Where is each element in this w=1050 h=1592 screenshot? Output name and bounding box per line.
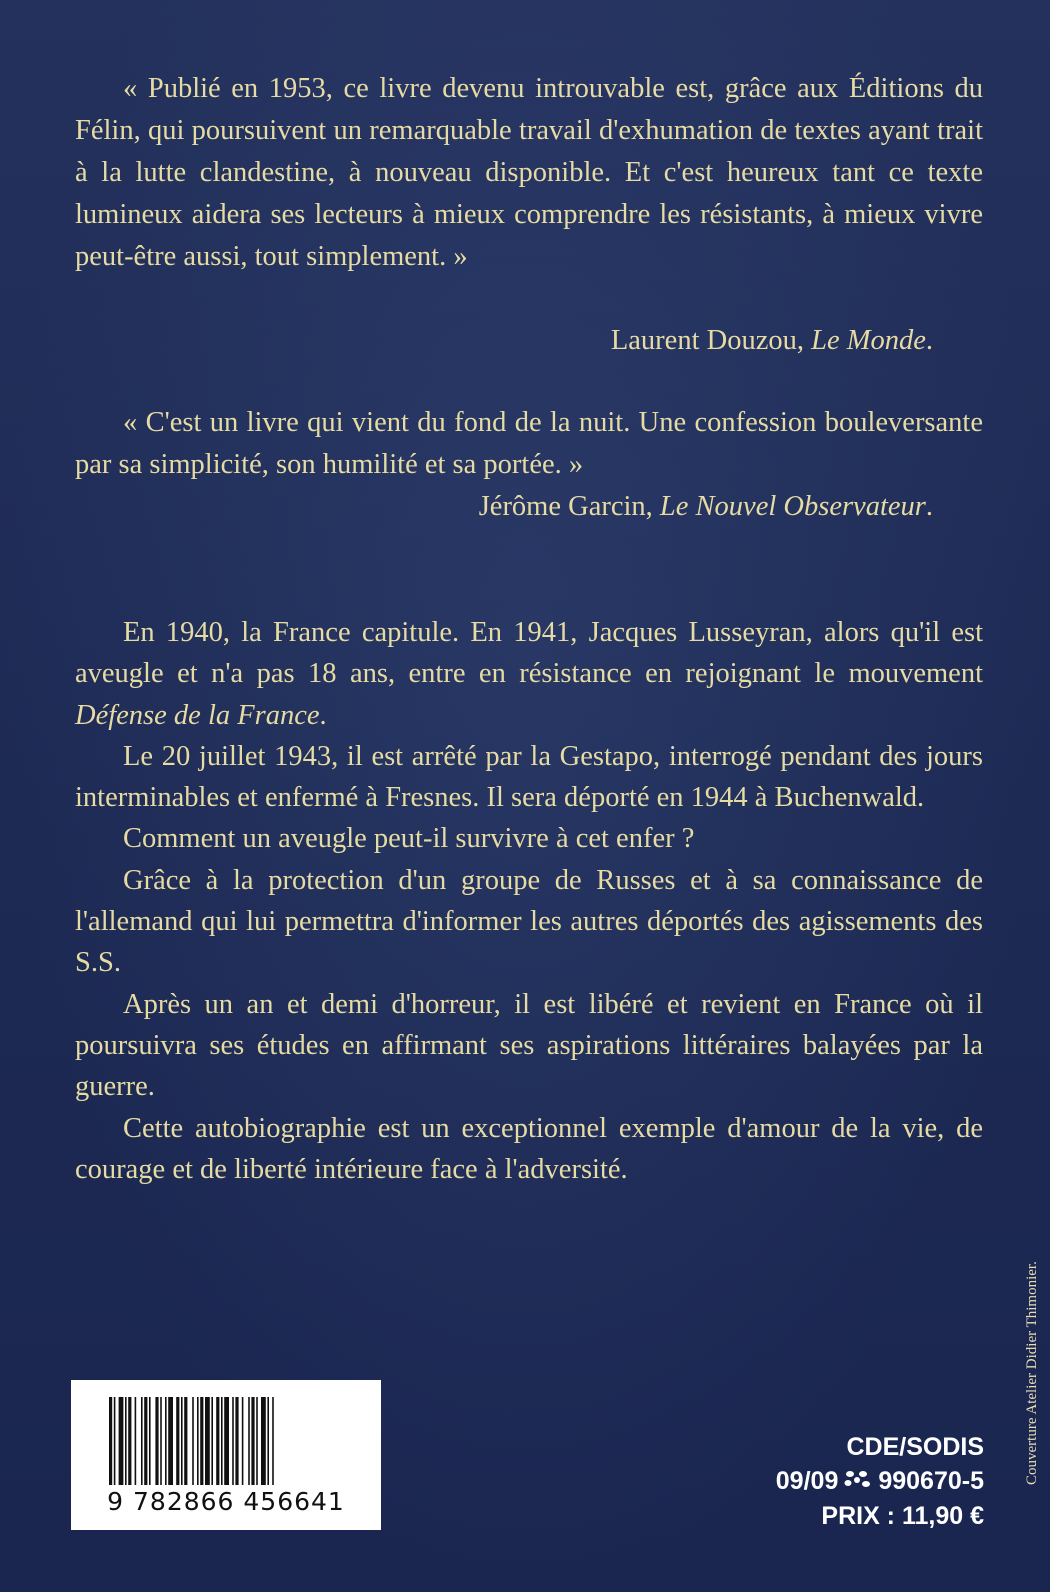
book-description	[75, 612, 983, 1190]
barcode-bar	[205, 1397, 210, 1485]
review-quote-2-period: .	[925, 491, 933, 522]
barcode-bar	[181, 1397, 183, 1485]
barcode-bar	[261, 1397, 266, 1485]
product-code: 990670-5	[878, 1467, 984, 1495]
barcode-bar	[144, 1397, 147, 1485]
barcode-bar	[165, 1397, 167, 1485]
isbn-number: 9 782866 456641	[107, 1487, 345, 1516]
barcode-bar	[197, 1397, 199, 1485]
barcode-bar	[141, 1397, 143, 1485]
code-line	[776, 1464, 984, 1499]
review-quote-2-author: Jérôme Garcin,	[478, 491, 653, 522]
review-quote-1	[75, 68, 983, 278]
barcode-bar	[114, 1397, 116, 1485]
description-paragraph-1	[75, 612, 983, 736]
barcode-bar	[256, 1397, 258, 1485]
publisher-cat-logo-icon	[842, 1465, 872, 1499]
barcode-bar	[211, 1397, 213, 1485]
review-quote-2-source: Le Nouvel Observateur	[659, 491, 926, 522]
cover-credit	[1002, 1145, 1040, 1485]
barcode-bar	[235, 1397, 238, 1485]
price-line: PRIX : 11,90 €	[821, 1502, 984, 1531]
edition-date: 09/09	[775, 1467, 839, 1495]
description-paragraph-3: Comment un aveugle peut-il survivre à cet enfer ?	[123, 823, 695, 855]
barcode-bar	[251, 1397, 254, 1485]
barcode-bar	[160, 1397, 162, 1485]
barcode-bar	[155, 1397, 158, 1485]
barcode-bars	[109, 1397, 343, 1485]
barcode-bar	[221, 1397, 223, 1485]
description-paragraph-4: Grâce à la protection d'un groupe de Russes et à sa connaissance de l'allemand qui lui permettra d'informer les autres déportés des agissements des S.S.	[75, 864, 983, 979]
barcode-bar	[224, 1397, 229, 1485]
paragraph-1-end: .	[319, 699, 327, 731]
barcode-bar	[149, 1397, 151, 1485]
distributor-line: CDE/SODIS	[846, 1433, 984, 1461]
barcode-bar	[176, 1397, 179, 1485]
description-paragraph-2: Le 20 juillet 1943, il est arrêté par la Gestapo, interrogé pendant des jours interminables et enfermé à Fresnes. Il sera déporté en 1944 à Buchenwald.	[75, 740, 983, 814]
barcode-bar	[109, 1397, 112, 1485]
barcode-bar	[242, 1397, 244, 1485]
barcode-bar	[232, 1397, 234, 1485]
barcode-bar	[267, 1397, 269, 1485]
description-paragraph-5: Après un an et demi d'horreur, il est libéré et revient en France où il poursuivra ses études en affirmant ses aspirations littéraires balayées par la guerre.	[75, 988, 983, 1103]
distribution-info	[776, 1430, 984, 1533]
review-quote-1-text: « Publié en 1953, ce livre devenu introuvable est, grâce aux Éditions du Félin, qui poursuivent un remarquable travail d'exhumation de textes ayant trait à la lutte clandestine, à nouveau disponible. Et c'est heureux tant ce texte lumineux aidera ses lecteurs à mieux comprendre les résistants, à mieux vivre peut-être aussi, tout simplement. »	[75, 73, 983, 272]
barcode-bar	[192, 1397, 194, 1485]
movement-name: Défense de la France	[75, 699, 320, 731]
review-quote-1-source: Le Monde	[811, 325, 926, 356]
paragraph-1-text: En 1940, la France capitule. En 1941, Jacques Lusseyran, alors qu'il est aveugle et n'a pas 18 ans, entre en résistance en rejoignant le mouvement	[75, 617, 983, 690]
barcode-bar	[272, 1397, 274, 1485]
review-quote-1-period: .	[925, 325, 933, 356]
barcode-bar	[216, 1397, 219, 1485]
barcode-bar	[200, 1397, 203, 1485]
review-quote-2-attribution	[0, 486, 933, 528]
barcode-bar	[119, 1397, 124, 1485]
cover-credit-text: Couverture Atelier Didier Thimonier.	[1024, 1261, 1040, 1485]
barcode-bar	[135, 1397, 137, 1485]
description-paragraph-6: Cette autobiographie est un exceptionnel exemple d'amour de la vie, de courage et de liberté intérieure face à l'adversité.	[75, 1112, 983, 1185]
review-quote-1-attribution	[0, 320, 933, 362]
review-quote-2	[75, 402, 983, 486]
review-quote-1-author: Laurent Douzou,	[610, 325, 804, 356]
review-quote-2-text: « C'est un livre qui vient du fond de la nuit. Une confession bouleversante par sa simplicité, son humilité et sa portée. »	[75, 407, 983, 480]
barcode-bar	[168, 1397, 173, 1485]
isbn-barcode	[71, 1380, 381, 1530]
barcode-bar	[128, 1397, 131, 1485]
barcode-bar	[125, 1397, 127, 1485]
barcode-bar	[184, 1397, 187, 1485]
barcode-bar	[248, 1397, 250, 1485]
